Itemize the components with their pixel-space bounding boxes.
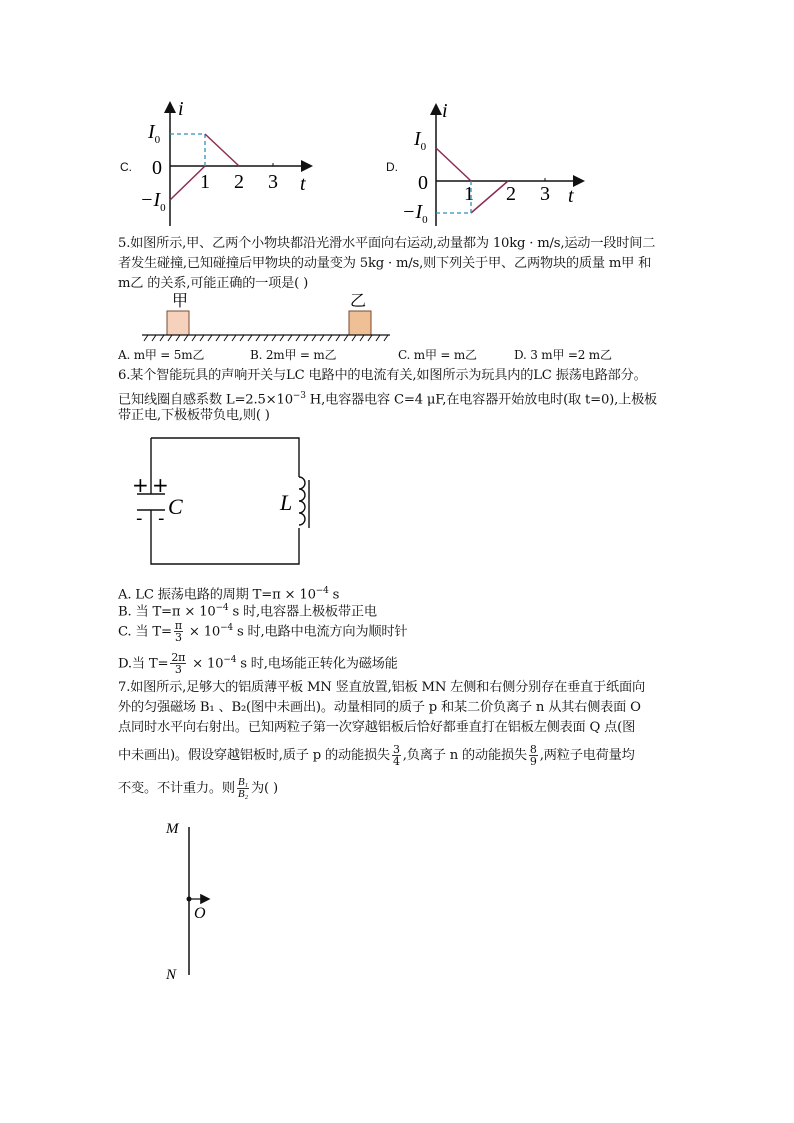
svg-text:−I0: $-I_0$	[402, 201, 428, 226]
q5-line-3: m乙 的关系,可能正确的一项是( )	[118, 276, 309, 291]
q5-option-c: C. m甲 = m乙	[398, 348, 477, 362]
svg-text:t: t	[568, 185, 574, 207]
svg-text:1: 1	[200, 171, 210, 193]
svg-text:-: -	[136, 508, 143, 529]
q5-blocks-figure	[138, 290, 394, 342]
svg-text:O: O	[194, 905, 206, 922]
lc-circuit-figure	[120, 430, 320, 575]
svg-text:2: 2	[506, 183, 516, 205]
q7-line-5: 不变。不计重力。则 $\frac{\text{B₁}}{\text{B₂}}$ 为( )	[118, 776, 278, 800]
svg-text:甲: 甲	[172, 291, 189, 310]
svg-text:N: N	[166, 967, 177, 983]
svg-text:+: +	[132, 473, 149, 497]
q5-line-1: 5.如图所示,甲、乙两个小物块都沿光滑水平面向右运动,动量都为 10kg · m/s,运动一段时间二	[118, 236, 656, 251]
q5-line-2: 者发生碰撞,已知碰撞后甲物块的动量变为 5kg · m/s,则下列关于甲、乙两物块的质量 m甲 和	[118, 256, 652, 271]
graph-option-d	[400, 100, 590, 228]
q6-option-c: C. 当 T= $\frac{\pi}{3}$ × $10^{-4}$ s 时,电路中电流方向为顺时针	[118, 619, 408, 645]
svg-text:t: t	[300, 173, 306, 195]
axis-i: i	[178, 98, 184, 120]
q6-option-a: A. LC 振荡电路的周期 $T=\pi \times 10^{-4}$ s	[118, 586, 340, 603]
q7-line-2: 外的匀强磁场 B₁ 、B₂(图中未画出)。动量相同的质子 p 和某二价负离子 n 从其右侧表面 O	[118, 700, 641, 715]
svg-text:C: C	[168, 494, 183, 519]
q6-option-d: D.当 T= $\frac{2\pi}{3}$ × $10^{-4}$ s 时,电场能正转化为磁场能	[118, 651, 398, 677]
svg-text:+: +	[152, 473, 169, 497]
option-d-label: D.	[386, 160, 398, 174]
q6-line-3: 带正电,下极板带负电,则( )	[118, 408, 270, 423]
svg-text:L: L	[280, 490, 293, 515]
svg-text:3: 3	[268, 171, 278, 193]
q5-option-d: D. 3 m甲 =2 m乙	[514, 348, 612, 362]
svg-text:i: i	[442, 100, 448, 122]
svg-text:I0: $I_0$	[148, 121, 161, 146]
q7-line-1: 7.如图所示,足够大的铝质薄平板 MN 竖直放置,铝板 MN 左侧和右侧分别存在垂直于纸面向	[118, 680, 645, 695]
option-c-label: C.	[120, 160, 132, 174]
svg-text:3: 3	[540, 183, 550, 205]
svg-text:-: -	[158, 508, 165, 529]
svg-text:1: 1	[464, 183, 474, 205]
q6-line-2: 已知线圈自感系数 $L=2.5\times 10^{-3}$ H,电容器电容 C=4 μF,在电容器开始放电时(取 t=0),上极板	[118, 391, 658, 408]
svg-text:I0: $I_0$	[414, 128, 427, 153]
q6-option-b: B. 当 $T=\pi \times 10^{-4}$ s 时,电容器上极板带正电	[118, 603, 377, 620]
svg-text:0: 0	[418, 172, 428, 194]
svg-text:乙: 乙	[350, 291, 367, 310]
q7-line-3: 点同时水平向右射出。已知两粒子第一次穿越铝板后恰好都垂直打在铝板左侧表面 Q 点(图	[118, 720, 636, 735]
svg-text:2: 2	[234, 171, 244, 193]
q7-line-4: 中未画出)。假设穿越铝板时,质子 p 的动能损失 $\frac{3}{4}$ ,负离子 n 的动能损失 $\frac{8}{9}$ ,两粒子电荷量均	[118, 743, 635, 768]
svg-text:M: M	[166, 821, 179, 837]
svg-text:0: 0	[152, 157, 162, 179]
q5-option-b: B. 2m甲 = m乙	[250, 348, 337, 362]
q5-option-a: A. m甲 = 5m乙	[118, 348, 205, 362]
graph-option-c	[140, 98, 320, 230]
svg-text:−I0: $-I_0$	[140, 189, 166, 214]
mn-plate-figure	[160, 815, 240, 985]
q6-line-1: 6.某个智能玩具的声响开关与LC 电路中的电流有关,如图所示为玩具内的LC 振荡电路部分。	[118, 368, 647, 383]
